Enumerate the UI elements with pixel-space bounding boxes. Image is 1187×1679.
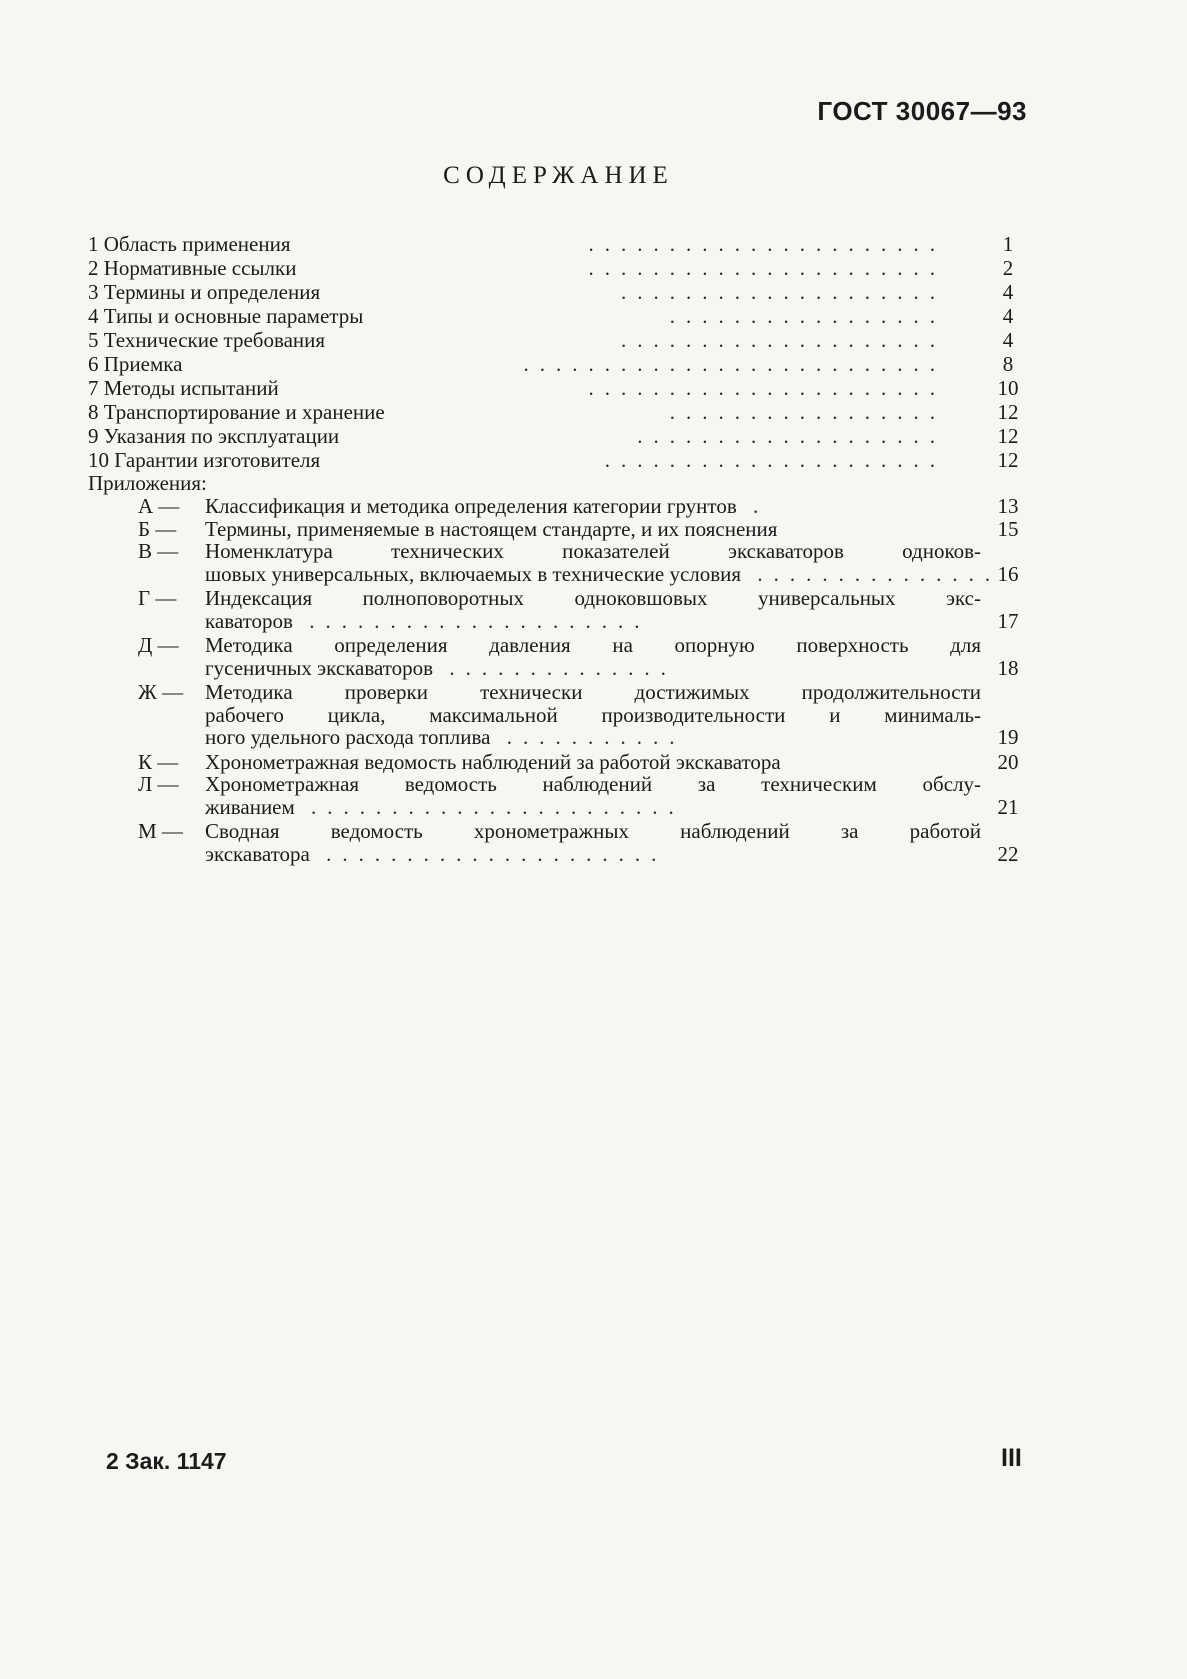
appendix-text: гусеничных экскаваторов bbox=[205, 655, 434, 680]
order-number: 2 Зак. 1147 bbox=[106, 1448, 227, 1474]
toc-entry bbox=[88, 328, 1038, 352]
standard-number: ГОСТ 30067—93 bbox=[817, 96, 1027, 126]
toc-entry-title: 4 Типы и основные параметры bbox=[88, 304, 364, 328]
leader-dots: ........... bbox=[490, 725, 686, 749]
appendix-page: 18 bbox=[997, 655, 1019, 680]
appendix-letter: Ж — bbox=[138, 680, 184, 704]
appendix-text: Термины, применяемые в настоящем стандарте, и их пояснения bbox=[205, 516, 778, 541]
sections-list bbox=[88, 232, 1038, 472]
toc-entry-page: 10 bbox=[997, 376, 1019, 400]
toc-entry-page: 8 bbox=[1002, 352, 1014, 376]
appendix-letter: К — bbox=[138, 749, 179, 774]
appendix-line bbox=[205, 703, 981, 727]
toc-entry bbox=[88, 256, 1038, 280]
toc-entry bbox=[88, 376, 1038, 400]
appendix-page: 20 bbox=[997, 749, 1019, 774]
toc-entry bbox=[88, 400, 1038, 424]
appendix-letter: В — bbox=[138, 539, 179, 563]
appendix-entry bbox=[88, 680, 1038, 750]
toc-entry-title: 5 Технические требования bbox=[88, 328, 326, 352]
appendix-line bbox=[205, 842, 981, 867]
appendix-text: живанием bbox=[205, 794, 295, 819]
appendix-line bbox=[205, 561, 1002, 587]
appendix-page: 22 bbox=[997, 841, 1019, 866]
toc-entry bbox=[88, 280, 1038, 304]
page-number: III bbox=[1001, 1444, 1022, 1472]
appendix-text: Хронометражная ведомость наблюдений за работой экскаватора bbox=[205, 749, 781, 774]
leader-dots: .................... bbox=[621, 328, 946, 352]
table-of-contents bbox=[88, 232, 1038, 866]
appendix-text: Методика определения давления на опорную поверхность для bbox=[205, 633, 981, 657]
leader-dots: ..................... bbox=[309, 841, 668, 866]
appendix-page: 13 bbox=[997, 494, 1019, 518]
appendix-text: каваторов bbox=[205, 608, 293, 633]
toc-entry-title: 8 Транспортирование и хранение bbox=[88, 400, 385, 424]
appendix-line bbox=[205, 680, 981, 704]
appendix-entry bbox=[88, 494, 1038, 517]
toc-entry bbox=[88, 352, 1038, 376]
appendix-line bbox=[205, 586, 981, 610]
leader-dots: ...................... bbox=[588, 256, 946, 280]
leader-dots: ................... bbox=[637, 424, 946, 448]
appendix-text: Сводная ведомость хронометражных наблюдений за работой bbox=[205, 819, 981, 843]
toc-entry-page: 12 bbox=[997, 424, 1019, 448]
toc-entry bbox=[88, 424, 1038, 448]
appendix-line bbox=[205, 750, 981, 775]
appendix-heading: Приложения: bbox=[88, 471, 207, 495]
leader-dots: ................. bbox=[669, 304, 946, 328]
appendix-letter: М — bbox=[138, 819, 183, 843]
appendix-text: Методика проверки технически достижимых продолжительности bbox=[205, 680, 981, 704]
leader-dots: .............. bbox=[433, 655, 677, 680]
appendix-entry bbox=[88, 517, 1038, 540]
toc-entry-title: 10 Гарантии изготовителя bbox=[88, 448, 321, 472]
toc-entry-page: 12 bbox=[997, 448, 1019, 472]
appendix-line bbox=[205, 609, 981, 634]
toc-entry-page: 12 bbox=[997, 400, 1019, 424]
toc-entry-title: 2 Нормативные ссылки bbox=[88, 256, 297, 280]
leader-dots: ..................... bbox=[604, 448, 946, 472]
appendix-line bbox=[205, 819, 981, 843]
toc-entry-page: 4 bbox=[1002, 328, 1014, 352]
appendix-line bbox=[205, 725, 981, 750]
appendix-entry bbox=[88, 633, 1038, 680]
appendix-text: Хронометражная ведомость наблюдений за техническим обслу- bbox=[205, 772, 981, 796]
appendix-text: рабочего цикла, максимальной производительности и минималь- bbox=[205, 702, 981, 727]
toc-entry-title: 6 Приемка bbox=[88, 352, 183, 376]
appendix-text: Номенклатура технических показателей экскаваторов одноков- bbox=[205, 539, 981, 563]
appendix-text: Классификация и методика определения категории грунтов bbox=[205, 494, 737, 518]
appendix-line bbox=[205, 517, 981, 542]
appendix-entry bbox=[88, 750, 1038, 773]
appendix-line bbox=[205, 656, 981, 681]
leader-dots: ...................... bbox=[588, 376, 946, 400]
appendix-page: 15 bbox=[997, 516, 1019, 541]
toc-entry-title: 7 Методы испытаний bbox=[88, 376, 279, 400]
appendix-text: ного удельного расхода топлива bbox=[205, 725, 491, 749]
toc-entry-page: 4 bbox=[1002, 280, 1014, 304]
appendix-letter: Л — bbox=[138, 772, 179, 796]
appendix-letter: Б — bbox=[138, 516, 177, 541]
appendix-entry bbox=[88, 539, 1038, 586]
appendix-text: шовых универсальных, включаемых в технические условия bbox=[205, 561, 742, 586]
toc-entry-title: 9 Указания по эксплуатации bbox=[88, 424, 340, 448]
appendix-line bbox=[205, 539, 981, 563]
appendix-text: экскаватора bbox=[205, 841, 310, 866]
appendix-entry bbox=[88, 772, 1038, 819]
appendix-letter: Г — bbox=[138, 586, 177, 610]
leader-dots: .................... bbox=[621, 280, 946, 304]
appendix-line bbox=[205, 772, 981, 796]
leader-dots: ................. bbox=[669, 400, 946, 424]
appendix-page: 16 bbox=[997, 561, 1019, 586]
page-title: СОДЕРЖАНИЕ bbox=[443, 162, 674, 189]
leader-dots: .......................... bbox=[523, 352, 946, 376]
appendices-list bbox=[88, 494, 1038, 866]
toc-entry bbox=[88, 304, 1038, 328]
leader-dots: ...................... bbox=[588, 232, 946, 256]
appendix-letter: Д — bbox=[138, 633, 179, 657]
appendix-line bbox=[205, 494, 981, 519]
appendix-page: 17 bbox=[997, 608, 1019, 633]
toc-entry-page: 2 bbox=[1002, 256, 1014, 280]
appendix-text: Индексация полноповоротных одноковшовых универсальных экс- bbox=[205, 586, 981, 610]
appendix-entry bbox=[88, 586, 1038, 633]
leader-dots: ............... bbox=[741, 561, 1002, 586]
toc-entry-page: 4 bbox=[1002, 304, 1014, 328]
toc-entry-title: 3 Термины и определения bbox=[88, 280, 321, 304]
toc-entry-title: 1 Область применения bbox=[88, 232, 291, 256]
appendix-line bbox=[205, 795, 981, 820]
appendix-letter: А — bbox=[138, 494, 180, 518]
toc-entry bbox=[88, 448, 1038, 472]
appendix-page: 21 bbox=[997, 794, 1019, 819]
appendix-page: 19 bbox=[997, 725, 1019, 749]
toc-entry-page: 1 bbox=[1002, 232, 1014, 256]
leader-dots: . bbox=[736, 494, 770, 518]
leader-dots: ....................... bbox=[294, 794, 685, 819]
toc-entry bbox=[88, 232, 1038, 256]
leader-dots: ..................... bbox=[292, 608, 651, 633]
appendix-entry bbox=[88, 819, 1038, 866]
appendix-line bbox=[205, 633, 981, 657]
